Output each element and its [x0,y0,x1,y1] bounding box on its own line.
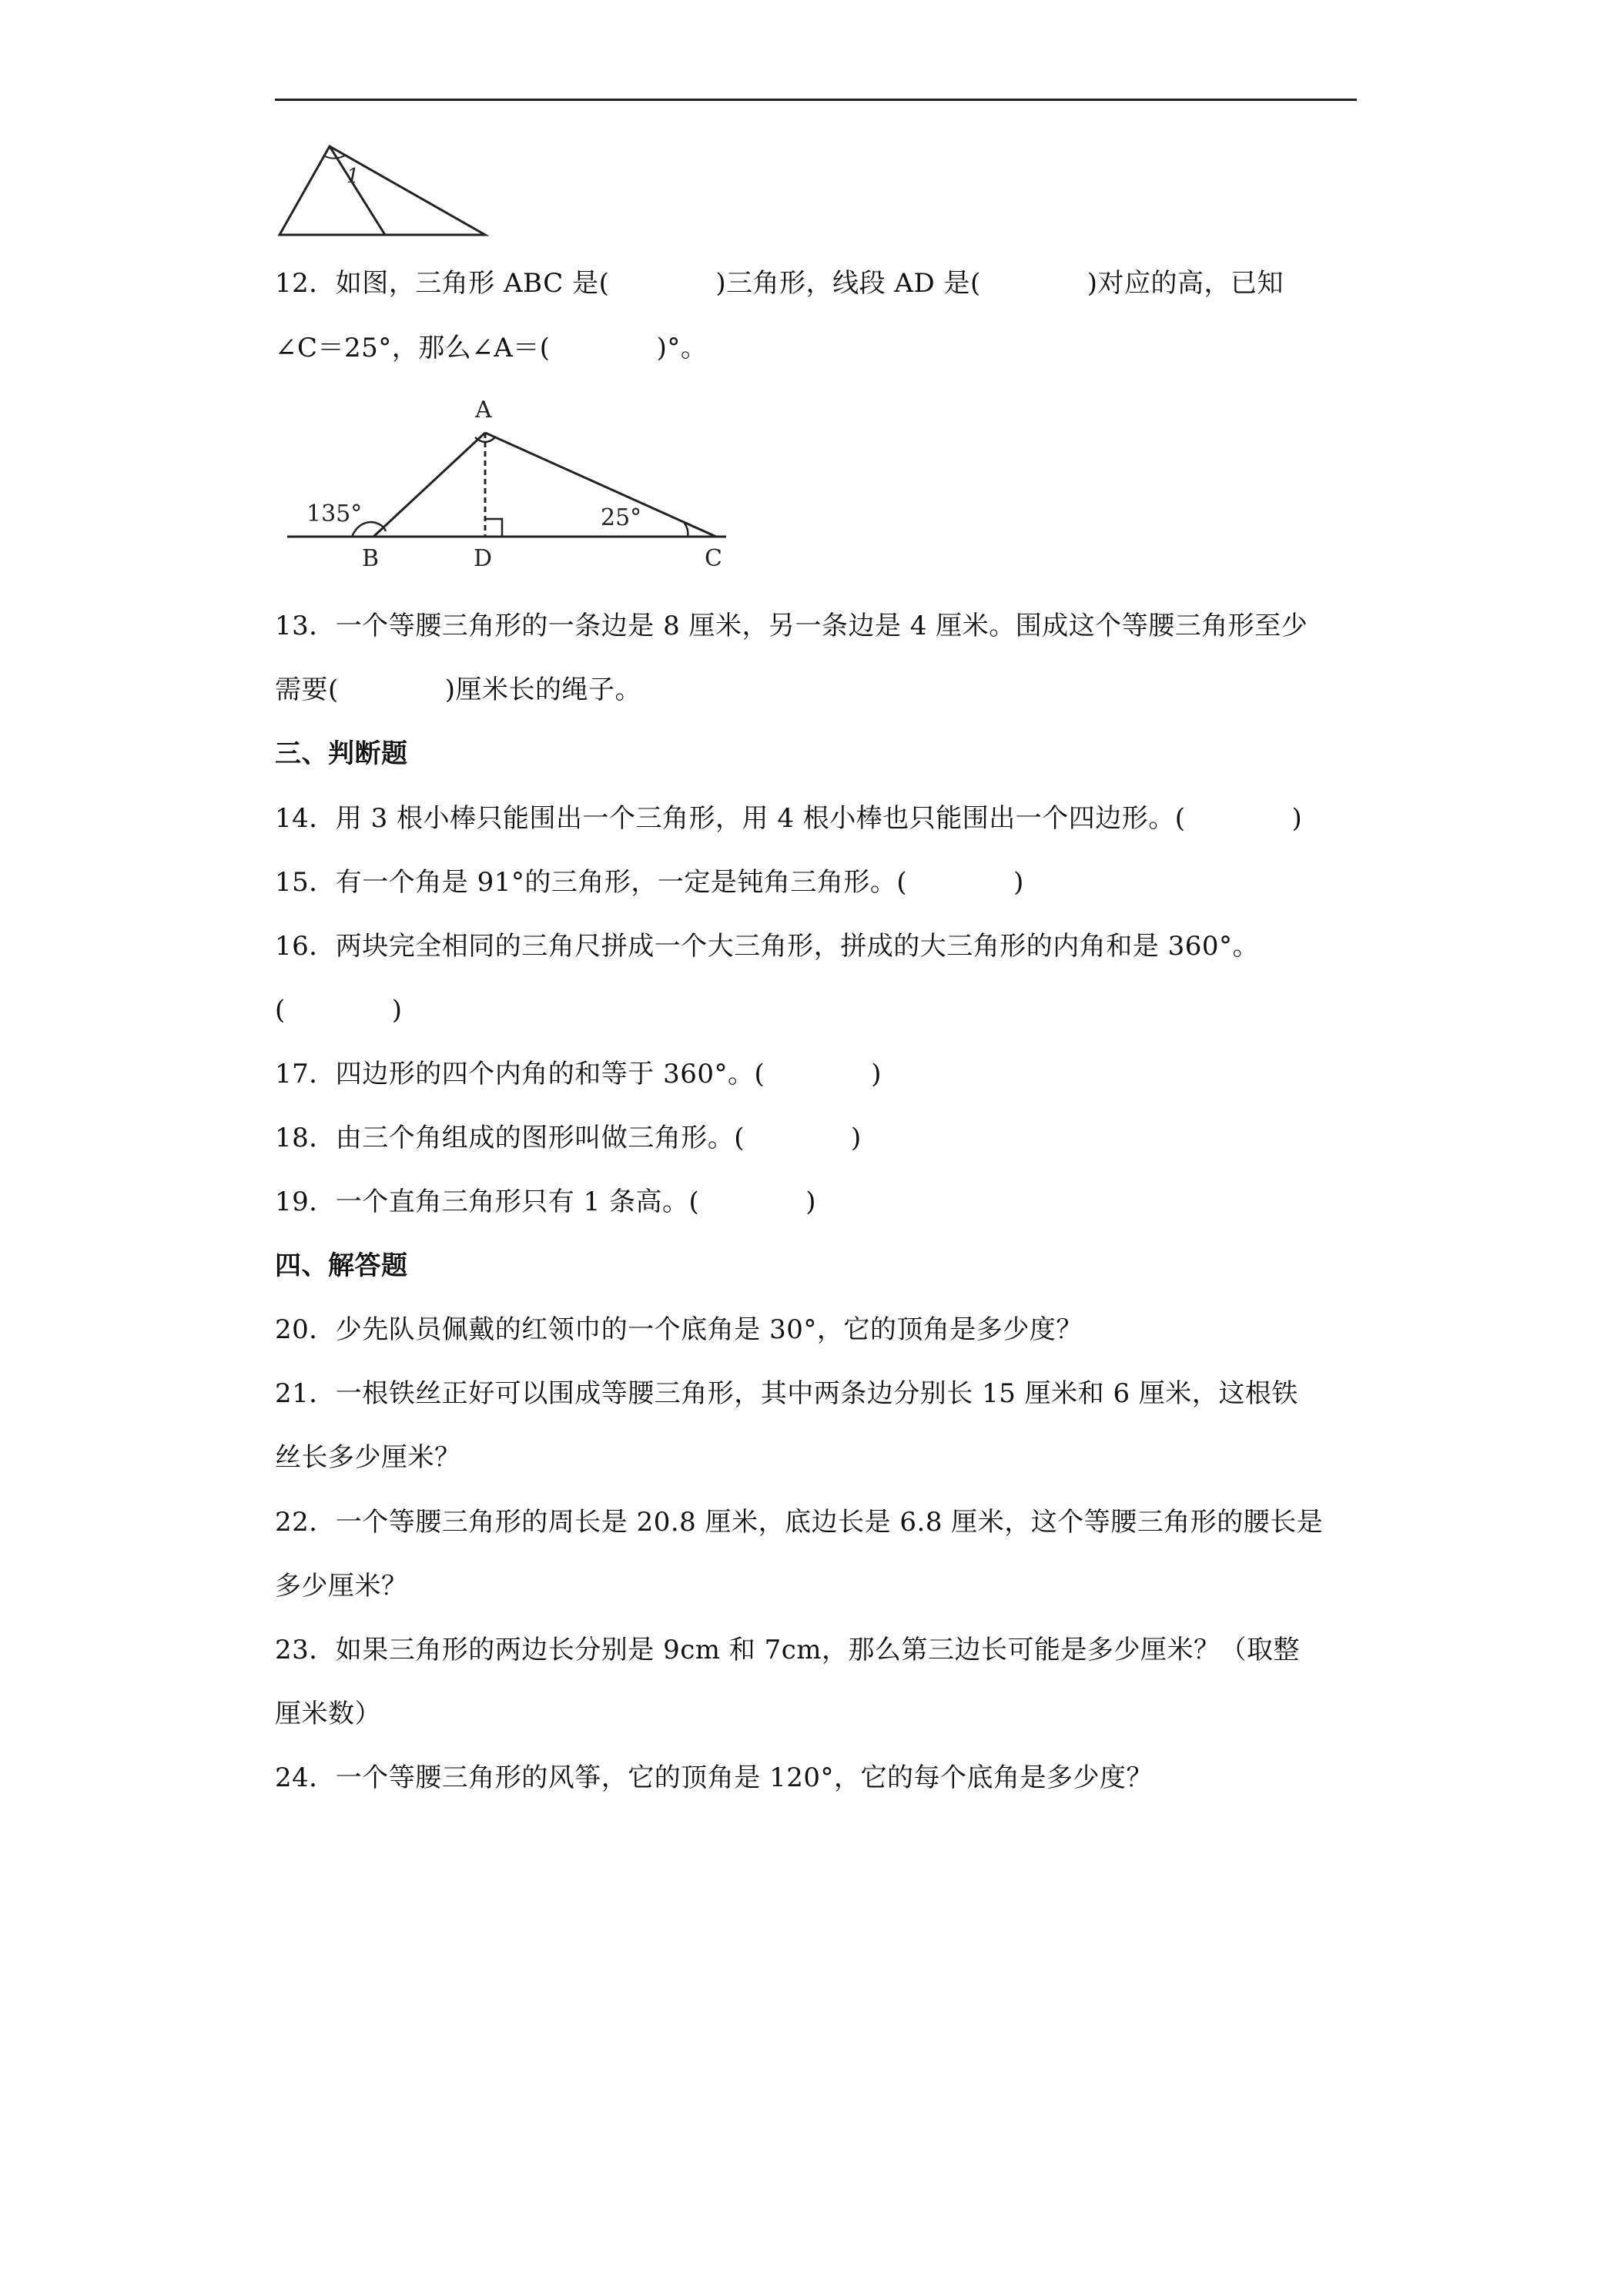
label-d: D [474,545,493,572]
right-angle-mark [485,519,502,537]
question-24: 24．一个等腰三角形的风筝，它的顶角是 120°，它的每个底角是多少度？ [275,1762,1153,1793]
label-a: A [475,397,492,423]
section-3-title: 三、判断题 [275,738,408,769]
angle-1-label: 1 [347,165,360,188]
angle-b-exterior-label: 135° [306,500,363,527]
question-22-line-2: 多少厘米？ [275,1571,408,1602]
question-16-line-2: ( ) [275,995,403,1026]
triangle-angle-1-figure [273,142,497,241]
angle-c-label: 25° [601,504,642,531]
question-12-line-2: ∠C＝25°，那么∠A＝( )°。 [275,333,708,363]
question-23-line-1: 23．如果三角形的两边长分别是 9cm 和 7cm，那么第三边长可能是多少厘米？（取整 [275,1635,1301,1665]
label-c: C [705,545,722,572]
question-17: 17．四边形的四个内角的和等于 360°。( ) [275,1059,882,1089]
section-4-title: 四、解答题 [275,1250,408,1281]
question-19: 19．一个直角三角形只有 1 条高。( ) [275,1186,817,1217]
question-15: 15．有一个角是 91°的三角形，一定是钝角三角形。( ) [275,867,1024,898]
question-21-line-2: 丝长多少厘米？ [275,1442,461,1473]
question-13-line-2: 需要( )厘米长的绳子。 [275,674,642,705]
question-21-line-1: 21．一根铁丝正好可以围成等腰三角形，其中两条边分别长 15 厘米和 6 厘米，这根铁 [275,1378,1298,1409]
header-rule [275,99,1357,101]
question-23-line-2: 厘米数） [275,1699,381,1729]
question-16-line-1: 16．两块完全相同的三角尺拼成一个大三角形，拼成的大三角形的内角和是 360°。 [275,931,1259,962]
question-22-line-1: 22．一个等腰三角形的周长是 20.8 厘米，底边长是 6.8 厘米，这个等腰三角形的腰长是 [275,1507,1324,1538]
question-13-line-1: 13．一个等腰三角形的一条边是 8 厘米，另一条边是 4 厘米。围成这个等腰三角形至少 [275,611,1308,641]
question-18: 18．由三个角组成的图形叫做三角形。( ) [275,1123,862,1153]
inner-segment [330,146,385,235]
side-ab [373,433,485,537]
outer-triangle [280,146,485,235]
label-b: B [362,545,380,572]
question-12-line-1: 12．如图，三角形 ABC 是( )三角形，线段 AD 是( )对应的高，已知 [275,268,1284,299]
question-14: 14．用 3 根小棒只能围出一个三角形，用 4 根小棒也只能围出一个四边形。( ) [275,803,1303,834]
question-20: 20．少先队员佩戴的红领巾的一个底角是 30°，它的顶角是多少度？ [275,1314,1083,1345]
triangle-abc-figure [281,393,743,577]
